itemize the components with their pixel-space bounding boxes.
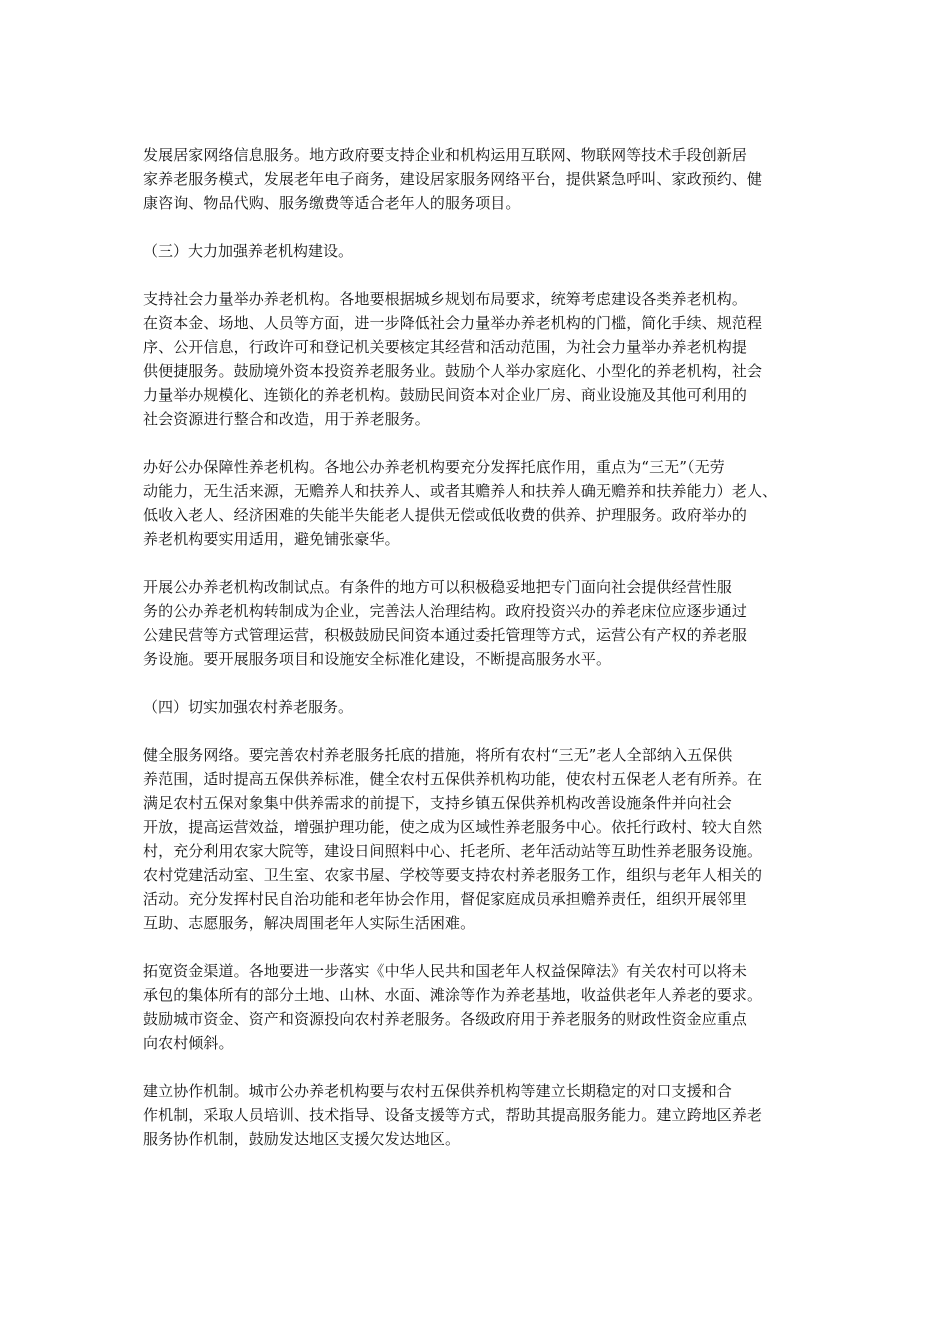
text-line: 服务协作机制，鼓励发达地区支援欠发达地区。 xyxy=(143,1130,461,1148)
text-line: 建立协作机制。城市公办养老机构要与农村五保供养机构等建立长期稳定的对口支援和合 xyxy=(143,1082,732,1100)
text-line: 养老机构要实用适用，避免铺张豪华。 xyxy=(143,530,400,548)
text-line: 开展公办养老机构改制试点。有条件的地方可以积极稳妥地把专门面向社会提供经营性服 xyxy=(143,578,732,596)
text-line: 村，充分利用农家大院等，建设日间照料中心、托老所、老年活动站等互助性养老服务设施。 xyxy=(143,842,763,860)
text-line: 互助、志愿服务，解决周围老年人实际生活困难。 xyxy=(143,914,476,932)
text-line: 支持社会力量举办养老机构。各地要根据城乡规划布局要求，统筹考虑建设各类养老机构。 xyxy=(143,290,748,308)
text-line: 力量举办规模化、连锁化的养老机构。鼓励民间资本对企业厂房、商业设施及其他可利用的 xyxy=(143,386,748,404)
paragraph-service-network xyxy=(143,743,813,935)
section-heading-4 xyxy=(143,695,813,719)
heading-text: （三）大力加强养老机构建设。 xyxy=(143,242,354,260)
text-line: 家养老服务模式，发展老年电子商务，建设居家服务网络平台，提供紧急呼叫、家政预约、健 xyxy=(143,170,763,188)
text-line: 社会资源进行整合和改造，用于养老服务。 xyxy=(143,410,430,428)
text-line: 养范围，适时提高五保供养标准，健全农村五保供养机构功能，使农村五保老人老有所养。在 xyxy=(143,770,763,788)
text-line: 农村党建活动室、卫生室、农家书屋、学校等要支持农村养老服务工作，组织与老年人相关的 xyxy=(143,866,763,884)
document-page xyxy=(143,143,813,1151)
text-line: 作机制，采取人员培训、技术指导、设备支援等方式，帮助其提高服务能力。建立跨地区养老 xyxy=(143,1106,763,1124)
text-line: 承包的集体所有的部分土地、山林、水面、滩涂等作为养老基地，收益供老年人养老的要求。 xyxy=(143,986,763,1004)
text-line: 务设施。要开展服务项目和设施安全标准化建设，不断提高服务水平。 xyxy=(143,650,612,668)
section-heading-3 xyxy=(143,239,813,263)
text-line: 鼓励城市资金、资产和资源投向农村养老服务。各级政府用于养老服务的财政性资金应重点 xyxy=(143,1010,748,1028)
text-line: 向农村倾斜。 xyxy=(143,1034,234,1052)
text-line: 活动。充分发挥村民自治功能和老年协会作用，督促家庭成员承担赡养责任，组织开展邻里 xyxy=(143,890,748,908)
text-line: 公建民营等方式管理运营，积极鼓励民间资本通过委托管理等方式，运营公有产权的养老服 xyxy=(143,626,748,644)
text-line: 务的公办养老机构转制成为企业，完善法人治理结构。政府投资兴办的养老床位应逐步通过 xyxy=(143,602,748,620)
text-line: 在资本金、场地、人员等方面，进一步降低社会力量举办养老机构的门槛，简化手续、规范程 xyxy=(143,314,763,332)
text-line: 动能力，无生活来源，无赡养人和扶养人、或者其赡养人和扶养人确无赡养和扶养能力）老人、 xyxy=(143,482,778,500)
text-line: 开放，提高运营效益，增强护理功能，使之成为区域性养老服务中心。依托行政村、较大自然 xyxy=(143,818,763,836)
paragraph-reform-pilot xyxy=(143,575,813,671)
paragraph-public-institutions xyxy=(143,455,813,551)
paragraph-home-network-services xyxy=(143,143,813,215)
text-line: 健全服务网络。要完善农村养老服务托底的措施，将所有农村“三无”老人全部纳入五保供 xyxy=(143,746,733,764)
text-line: 低收入老人、经济困难的失能半失能老人提供无偿或低收费的供养、护理服务。政府举办的 xyxy=(143,506,748,524)
text-line: 拓宽资金渠道。各地要进一步落实《中华人民共和国老年人权益保障法》有关农村可以将未 xyxy=(143,962,748,980)
text-line: 发展居家网络信息服务。地方政府要支持企业和机构运用互联网、物联网等技术手段创新居 xyxy=(143,146,748,164)
heading-text: （四）切实加强农村养老服务。 xyxy=(143,698,354,716)
text-line: 办好公办保障性养老机构。各地公办养老机构要充分发挥托底作用，重点为“三无”（无劳 xyxy=(143,458,725,476)
text-line: 康咨询、物品代购、服务缴费等适合老年人的服务项目。 xyxy=(143,194,521,212)
paragraph-cooperation-mechanism xyxy=(143,1079,813,1151)
text-line: 供便捷服务。鼓励境外资本投资养老服务业。鼓励个人举办家庭化、小型化的养老机构，社会 xyxy=(143,362,763,380)
text-line: 满足农村五保对象集中供养需求的前提下，支持乡镇五保供养机构改善设施条件并向社会 xyxy=(143,794,732,812)
paragraph-funding-channels xyxy=(143,959,813,1055)
paragraph-social-forces-institutions xyxy=(143,287,813,431)
text-line: 序、公开信息，行政许可和登记机关要核定其经营和活动范围，为社会力量举办养老机构提 xyxy=(143,338,748,356)
